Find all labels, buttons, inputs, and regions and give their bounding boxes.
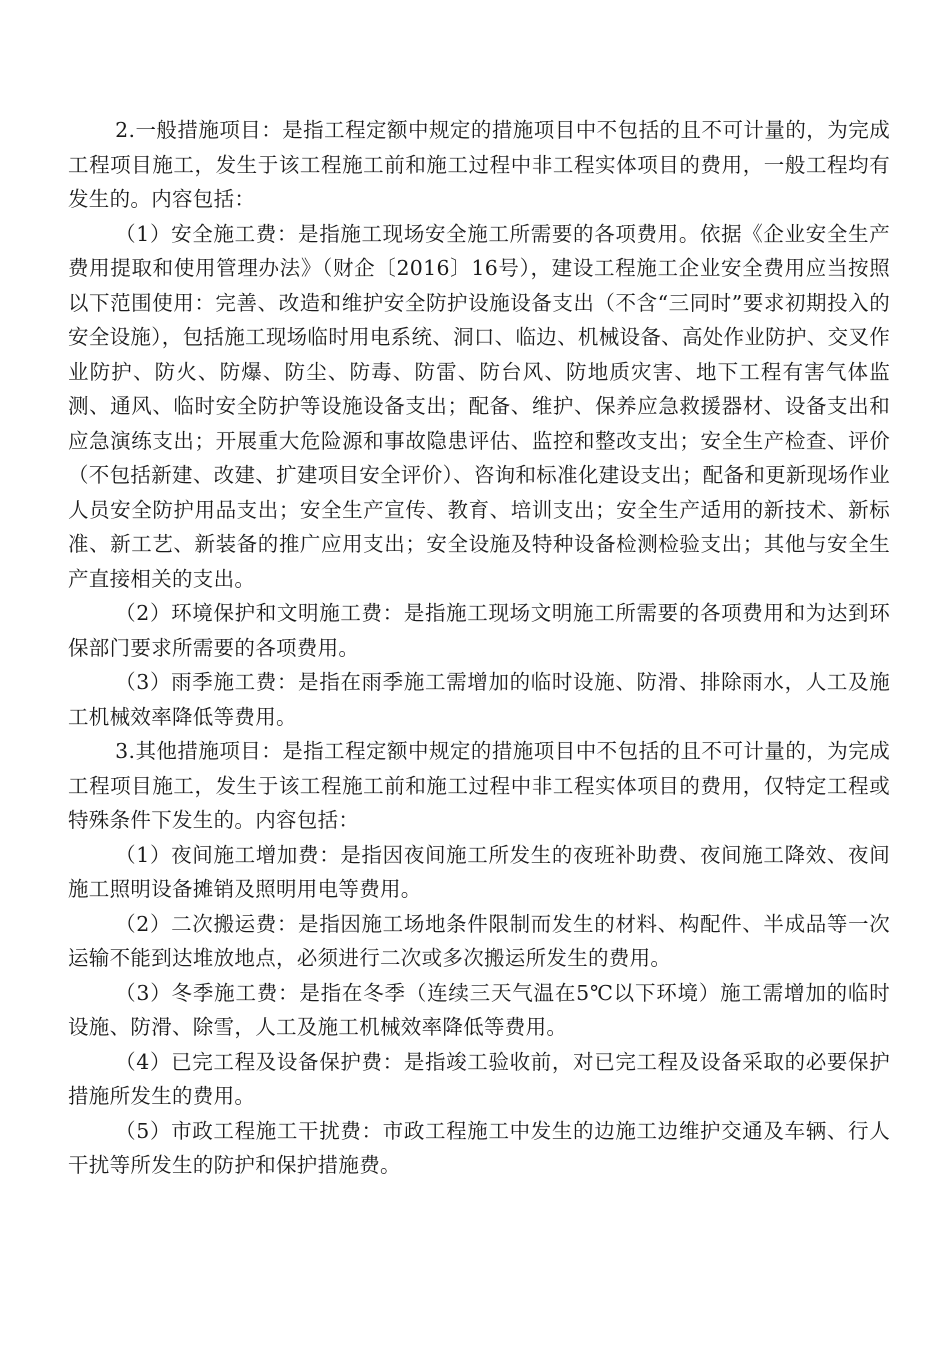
paragraph-other-measures: 3.其他措施项目：是指工程定额中规定的措施项目中不包括的且不可计量的，为完成工程项目施工，发生于该工程施工前和施工过程中非工程实体项目的费用，仅特定工程或特殊条件下发生的。内容包括： bbox=[68, 739, 890, 832]
document-page bbox=[68, 113, 890, 1183]
paragraph-completed-work-protection-fee: （4）已完工程及设备保护费：是指竣工验收前，对已完工程及设备采取的必要保护措施所发生的费用。 bbox=[68, 1049, 890, 1108]
paragraph-winter-construction-fee: （3）冬季施工费：是指在冬季（连续三天气温在5℃以下环境）施工需增加的临时设施、防滑、除雪，人工及施工机械效率降低等费用。 bbox=[68, 980, 890, 1039]
paragraph-rainy-season-fee: （3）雨季施工费：是指在雨季施工需增加的临时设施、防滑、排除雨水，人工及施工机械效率降低等费用。 bbox=[68, 670, 890, 729]
paragraph-environment-protection-fee: （2）环境保护和文明施工费：是指施工现场文明施工所需要的各项费用和为达到环保部门要求所需要的各项费用。 bbox=[68, 601, 890, 660]
paragraph-night-construction-fee: （1）夜间施工增加费：是指因夜间施工所发生的夜班补助费、夜间施工降效、夜间施工照明设备摊销及照明用电等费用。 bbox=[68, 842, 890, 901]
paragraph-general-measures: 2.一般措施项目：是指工程定额中规定的措施项目中不包括的且不可计量的，为完成工程项目施工，发生于该工程施工前和施工过程中非工程实体项目的费用，一般工程均有发生的。内容包括： bbox=[68, 118, 890, 211]
paragraph-municipal-interference-fee: （5）市政工程施工干扰费：市政工程施工中发生的边施工边维护交通及车辆、行人干扰等所发生的防护和保护措施费。 bbox=[68, 1118, 890, 1177]
paragraph-secondary-handling-fee: （2）二次搬运费：是指因施工场地条件限制而发生的材料、构配件、半成品等一次运输不能到达堆放地点，必须进行二次或多次搬运所发生的费用。 bbox=[68, 911, 890, 970]
paragraph-safety-construction-fee: （1）安全施工费：是指施工现场安全施工所需要的各项费用。依据《企业安全生产费用提取和使用管理办法》（财企〔2016〕16号），建设工程施工企业安全费用应当按照以下范围使用：完善、改造和维护安全防护设施设备支出（不含“三同时”要求初期投入的安全设施），包括施工现场临时用电系统、洞口、临边、机械设备、高处作业防护、交叉作业防护、防火、防爆、防尘、防毒、防雷、防台风、防地质灾害、地下工程有害气体监测、通风、临时安全防护等设施设备支出；配备、维护、保养应急救援器材、设备支出和应急演练支出；开展重大危险源和事故隐患评估、监控和整改支出；安全生产检查、评价（不包括新建、改建、扩建项目安全评价）、咨询和标准化建设支出；配备和更新现场作业人员安全防护用品支出；安全生产宣传、教育、培训支出；安全生产适用的新技术、新标准、新工艺、新装备的推广应用支出；安全设施及特种设备检测检验支出；其他与安全生产直接相关的支出。 bbox=[68, 221, 890, 591]
